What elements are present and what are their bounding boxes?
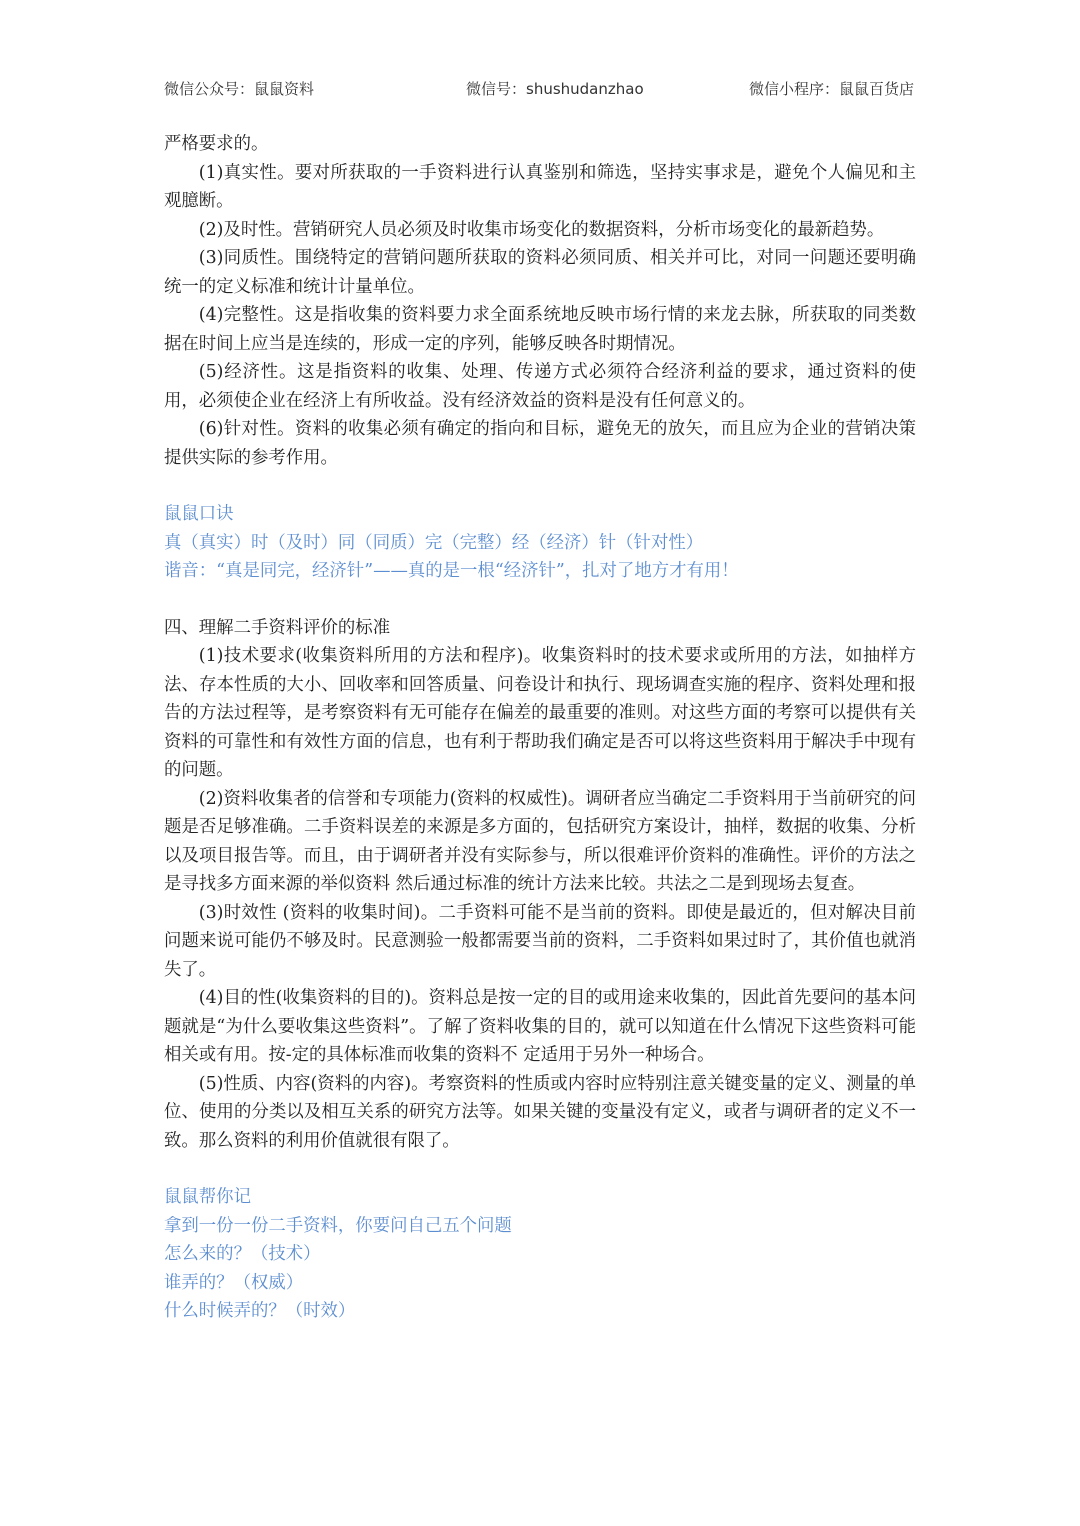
- mnemonic-line: 真（真实）时（及时）同（同质）完（完整）经（经济）针（针对性）: [164, 532, 704, 553]
- memo-line: 谁弄的？（权威）: [164, 1272, 304, 1293]
- header-mini-program: 微信小程序：鼠鼠百货店: [748, 80, 914, 98]
- paragraph-completeness: (4)完整性。这是指收集的资料要力求全面系统地反映市场行情的来龙去脉，所获取的同类数据在时间上应当是连续的，形成一定的序列，能够反映各时期情况。: [164, 305, 916, 354]
- document-body: [164, 130, 916, 1326]
- paragraph-collector-credibility: (2)资料收集者的信誉和专项能力(资料的权威性)。调研者应当确定二手资料用于当前研究的问题是否足够准确。二手资料误差的来源是多方面的，包括研究方案设计，抽样，数据的收集、分析以及项目报告等。而且，由于调研者并没有实际参与，所以很难评价资料的准确性。评价的方法之 是寻找多方面来源的举似资料 然后通过标准的统计方法来比较。共法之二是到现场去复查。: [164, 788, 916, 894]
- header-wechat-account: 微信公众号：鼠鼠资料: [164, 80, 315, 98]
- mnemonic-homophone: 谐音：“真是同完，经济针”——真的是一根“经济针”，扎对了地方才有用！: [164, 561, 739, 581]
- spacer: [164, 472, 916, 500]
- memo-line: 什么时候弄的？（时效）: [164, 1301, 356, 1321]
- spacer: [164, 1155, 916, 1183]
- memo-title: 鼠鼠帮你记: [164, 1187, 251, 1207]
- paragraph-economy: (5)经济性。这是指资料的收集、处理、传递方式必须符合经济利益的要求，通过资料的使用，必须使企业在经济上有所收益。没有经济效益的资料是没有任何意义的。: [164, 362, 916, 411]
- paragraph-timeliness: (2)及时性。营销研究人员必须及时收集市场变化的数据资料，分析市场变化的最新趋势。: [198, 219, 885, 240]
- spacer: [164, 586, 916, 614]
- intro-text: 严格要求的。: [164, 134, 269, 154]
- paragraph-authenticity: (1)真实性。要对所获取的一手资料进行认真鉴别和筛选，坚持实事求是，避免个人偏见和主观臆断。: [164, 162, 916, 211]
- memo-line: 拿到一份一份二手资料，你要问自己五个问题: [164, 1215, 512, 1236]
- mnemonic-title: 鼠鼠口诀: [164, 504, 234, 524]
- memo-line: 怎么来的？（技术）: [164, 1244, 321, 1264]
- header-wechat-id: 微信号：shushudanzhao: [466, 80, 644, 98]
- paragraph-pertinence: (6)针对性。资料的收集必须有确定的指向和目标，避免无的放矢，而且应为企业的营销决策提供实际的参考作用。: [164, 419, 916, 468]
- paragraph-homogeneity: (3)同质性。围绕特定的营销问题所获取的资料必须同质、相关并可比，对同一问题还要明确统一的定义标准和统计计量单位。: [164, 248, 916, 297]
- page-header: [164, 78, 914, 102]
- paragraph-purpose: (4)目的性(收集资料的目的)。资料总是按一定的目的或用途来收集的，因此首先要问的基本问题就是“为什么要收集这些资料”。了解了资料收集的目的，就可以知道在什么情况下这些资料可能相关或有用。按-定的具体标准而收集的资料不 定适用于另外一种场合。: [164, 988, 916, 1065]
- section-heading: 四、理解二手资料评价的标准: [164, 617, 391, 638]
- paragraph-time-effectiveness: (3)时效性 (资料的收集时间)。二手资料可能不是当前的资料。即使是最近的，但对解决目前问题来说可能仍不够及时。民意测验一般都需要当前的资料，二手资料如果过时了，其价值也就消失了。: [164, 902, 916, 980]
- paragraph-nature-content: (5)性质、内容(资料的内容)。考察资料的性质或内容时应特别注意关键变量的定义、测量的单位、使用的分类以及相互关系的研究方法等。如果关键的变量没有定义，或者与调研者的定义不一致。那么资料的利用价值就很有限了。: [164, 1073, 916, 1151]
- paragraph-technical-requirements: (1)技术要求(收集资料所用的方法和程序)。收集资料时的技术要求或所用的方法，如抽样方法、存本性质的大小、回收率和回答质量、问卷设计和执行、现场调查实施的程序、资料处理和报告的方法过程等，是考察资料有无可能存在偏差的最重要的准则。对这些方面的考察可以提供有关资料的可靠性和有效性方面的信息，也有利于帮助我们确定是否可以将这些资料用于解决手中现有的问题。: [164, 646, 916, 780]
